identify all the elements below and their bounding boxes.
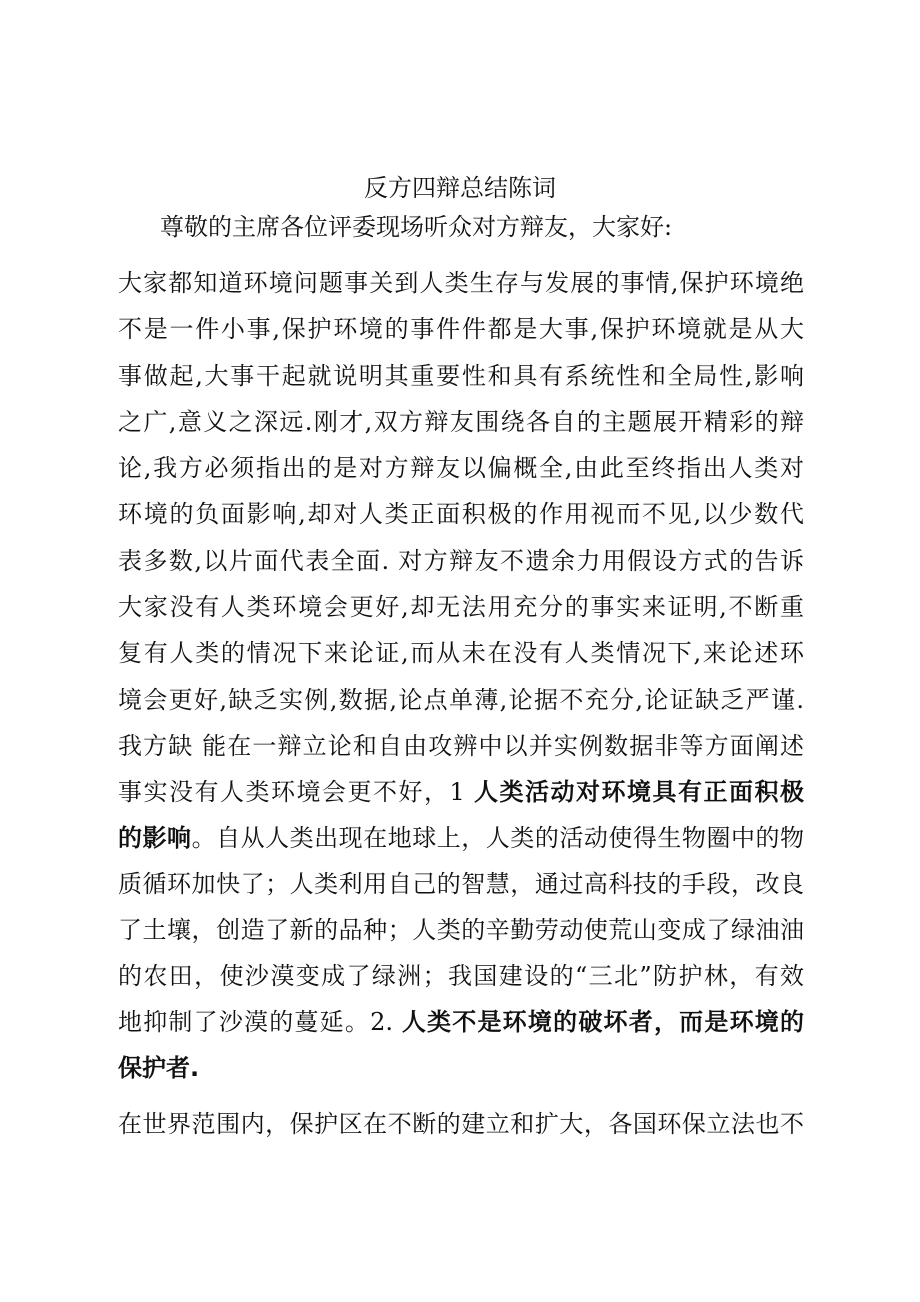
text: 境会更好,缺乏实例,数据,论点单薄,论据不充分,论证缺乏严谨. xyxy=(118,686,804,714)
paragraph-line xyxy=(118,1101,804,1147)
text: 。自从人类出现在地球上，人类的活动使得生物圈中的物 xyxy=(191,824,805,852)
text: 大家没有人类环境会更好,却无法用充分的事实来证明,不断重 xyxy=(118,593,804,621)
text: 大家都知道环境问题事关到人类生存与发展的事情,保护环境绝 xyxy=(118,269,804,297)
paragraph-line xyxy=(118,399,804,445)
paragraph-line xyxy=(118,1045,804,1091)
text: 了土壤，创造了新的品种；人类的辛勤劳动使荒山变成了绿油油 xyxy=(118,916,804,944)
bold-point-1-end: 的影响 xyxy=(118,824,192,852)
paragraph-line xyxy=(118,723,804,769)
bold-point-2: 人类不是环境的破坏者，而是环境的 xyxy=(401,1008,804,1036)
paragraph-line xyxy=(118,260,804,306)
paragraph-line xyxy=(118,953,804,999)
text: 我方缺 能在一辩立论和自由攻辨中以并实例数据非等方面阐述 xyxy=(118,732,804,760)
text: 环境的负面影响,却对人类正面积极的作用视而不见,以少数代 xyxy=(118,500,804,528)
text: 在世界范围内，保护区在不断的建立和扩大，各国环保立法也不 xyxy=(118,1110,804,1138)
text: 的农田，使沙漠变成了绿洲；我国建设的“三北”防护林，有效 xyxy=(118,962,804,990)
paragraph-line xyxy=(118,999,804,1045)
greeting: 尊敬的主席各位评委现场听众对方辩友，大家好: xyxy=(160,213,673,241)
text: 表多数,以片面代表全面. 对方辩友不遗余力用假设方式的告诉 xyxy=(118,547,804,575)
text: 质循环加快了；人类利用自己的智慧，通过高科技的手段，改良 xyxy=(118,870,804,898)
text: 事实没有人类环境会更不好，1 xyxy=(118,778,474,806)
text: 事做起,大事干起就说明其重要性和具有系统性和全局性,影响 xyxy=(118,362,804,390)
paragraph-line xyxy=(118,769,804,815)
paragraph-line xyxy=(118,491,804,537)
paragraph-line xyxy=(118,306,804,352)
paragraph-line xyxy=(118,353,804,399)
document-title: 反方四辩总结陈词 xyxy=(364,174,556,202)
text: 不是一件小事,保护环境的事件件都是大事,保护环境就是从大 xyxy=(118,315,804,343)
paragraph-line xyxy=(118,538,804,584)
text: 复有人类的情况下来论证,而从未在没有人类情况下,来论述环 xyxy=(118,639,804,667)
bold-point-2-end: 保护者. xyxy=(118,1054,200,1082)
paragraph-line xyxy=(118,630,804,676)
bold-point-1: 人类活动对环境具有正面积极 xyxy=(473,778,804,806)
paragraph-line xyxy=(118,861,804,907)
paragraph-line xyxy=(118,677,804,723)
paragraph-line xyxy=(118,815,804,861)
text: 论,我方必须指出的是对方辩友以偏概全,由此至终指出人类对 xyxy=(118,454,804,482)
text: 之广,意义之深远.刚才,双方辩友围绕各自的主题展开精彩的辩 xyxy=(118,408,804,436)
paragraph-line xyxy=(118,584,804,630)
paragraph-line xyxy=(118,907,804,953)
paragraph-line xyxy=(118,445,804,491)
text: 地抑制了沙漠的蔓延。2. xyxy=(118,1008,402,1036)
